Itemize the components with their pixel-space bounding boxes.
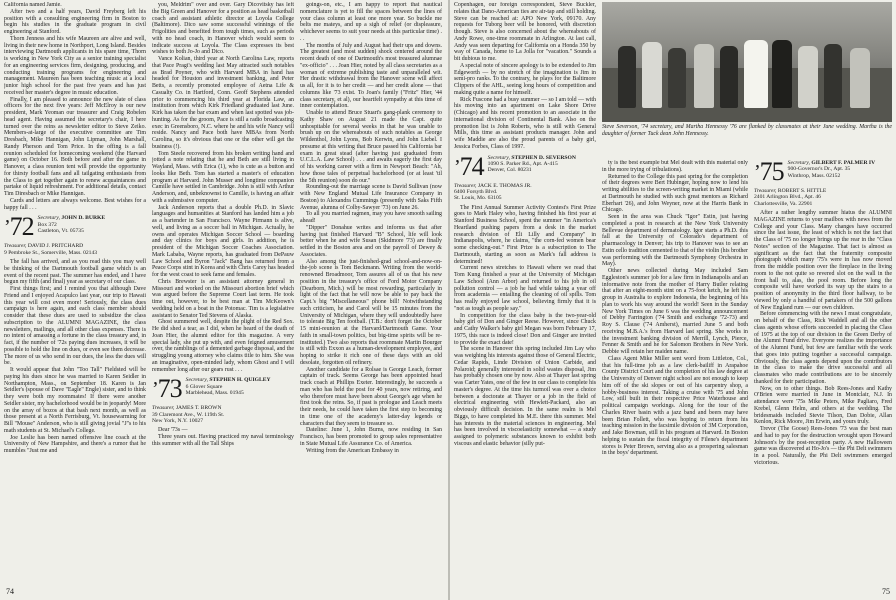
person-figure	[824, 44, 842, 108]
paragraph: Jack Anderson reports that a double Ph.D. in Slavic languages and humanities at Stanford has landed him a job as a bartender in San Francisco. Wayne Pirmann is alive, well, and living as a soccer ball in Michigan. Actually, he owns and operates Michigan Soccer School — boarding and day clinics for boys and girls. In addition, he is president of the Michigan Soccer Coaches Association. Mark Lababa, Wayne reports, has graduated from DePauw Law School and Byron "Jack" Bang has returned from a Peace Corps stint in Korea and with Chris Carey has headed for the west coast to seek fame and females.	[152, 204, 294, 278]
class-74-header	[454, 151, 596, 181]
class-75-secretary: Secretary, GILBERT F. PALMER IV 900-Governor's Dr., Apt. 35 Winthrop, Mass. 02152	[787, 160, 876, 179]
column-3	[300, 2, 442, 586]
class-74-treasurer: Treasurer, JACK E. THOMAS JR. 6400 Forsyth Blvd. St. Louis, Mo. 63105	[454, 182, 532, 202]
class-73-header	[152, 374, 294, 404]
person-figure	[850, 48, 870, 108]
paragraph: ty is the best example but Mel dealt with this material only in the more trying of tribulations).	[602, 160, 748, 173]
paragraph: A special note of sincere apology is to be extended to Jim Edgeworth — by no stretch of the imagination is Jim in semi-pro ranks. To the contrary, he plays for the Baltimore Clippers of the AHL, seeing long hours of competition and making quite a name for himself.	[454, 62, 596, 96]
class-73-secretary: Secretary, STEPHEN H. QUIGLEY 6 Glover Square Marblehead, Mass. 01945	[185, 377, 271, 397]
page-number-right: 75	[882, 587, 890, 596]
right-page	[450, 0, 896, 600]
class-74-secretary: Secretary, STEPHEN D. SEVERSON 1090 S. Parker Rd., Apt. A-415 Denver, Col. 80231	[487, 154, 576, 174]
column-1-text-b	[4, 259, 146, 455]
class-72-header	[4, 212, 146, 242]
column-5	[602, 160, 748, 586]
bride-figure	[744, 40, 768, 108]
column-4-text-b	[454, 205, 596, 448]
class-75-treasurer: Treasurer, ROBERT S. HITTLE 2401 Arlington Blvd., Apt. 46 Charlottesville, Va. 22901	[754, 188, 827, 207]
paragraph: Returned to the College this past spring for the completion of their degrees were Bert Hubinger, hoping now to lend his writing abilities to the screen-writing market in Miami (while at Dartmouth he studied with such great mentors as Richard Eberhart '26), and John Weyner, now at the Harris Bank in Chicago.	[602, 173, 748, 214]
column-2-text-b	[152, 427, 294, 447]
paragraph: Three years out. Having practiced my naval terminology this summer with all the Tall Ships	[152, 434, 294, 447]
paragraph: Copenhagen, our foreign correspondent, Steve Buckler, relates that Dano-American ties are air-tap and still holding. Steve can be reached at: APO New York, 09170. Any requests for Tuborg beer will be honored, with discretion though. Steve is also concerned about the whereabouts of Andy Rowe, one-time roommate in Arlington. At last call, Andy was seen departing for California on a Honda 350 by way of Canada, home to La Jolla for "vacation." Sounds a bit dubious to me.	[454, 2, 596, 62]
column-1	[4, 2, 146, 586]
class-75-header	[754, 160, 892, 184]
paragraph: Vance Kolian, third year at North Carolina Law, reports that Pace Pragi's wedding last May attracted such notables as Brad Poyner, who with Harvard MBA in hand has headed for Houston and investment banking, and Peter Betts, a recently promoted employee of Aetna Life & Casualty Co. in Hartford, Conn. Geoff Stephens attended prior to commencing his third year at Florida Law, an institution from which Kirk Friedland graduated last June. Kirk has taken the bar exam and when last spotted was job-hunting. As for the groom, Pace is still a radio broadcasting exec in Greensboro, N.C. where he and his wife Nancy will reside. Nancy and Pace both have MBAs from North Carolina, so it's obvious that one or the other will get the business (!).	[152, 56, 294, 150]
column-4-text-a	[454, 2, 596, 151]
paragraph: Also among the just-finished-grad school-and-now-on-the-job scene is Tom Beckmann. Writing from the world-renowned Broadmoor, Tom assures all of us that his new position in the treasury's office of Ford Motor Company (Dearborn, Mich.) will be most rewarding, particularly in light of the fact that he will now be able to pay back the Capt.'s big "Miscellaneous" phone bill! Notwithstanding such criticism, he and Carol will be 15 minutes from the University of Michigan, where they will undoubtedly have to tolerate Big Ten football. (T.B.: don't forget the October 15 mini-reunion at the Harvard/Dartmouth Game. Your faith in small-town politics, but big-time spirits will be re-instituted.) Two also reports that roommate Martin Bourger is still with Exxon as a human-development employee, and hoping to strike it rich one of these days with an old desolate, forgotten oil refinery.	[300, 258, 442, 366]
paragraph: The months of July and August had their ups and downs. The greatest (and most sudden) shock centered around the recent death of one of Dartmouth's most treasured alumnae "ex-officio" . . . Joan Hier, noted by all class secretaries as a woman of extreme publishing taste and unparalleled wit. Her drastic withdrawal from the Hanover scene will affect us all, for it is to her credit — and her credit alone — that columns like '73 exist. To Joan's family ("Fritz" Hier, '44 class secretary, et al), our heartfelt sympathy at this time of inner contemplation.	[300, 42, 442, 110]
column-5-text	[602, 160, 748, 457]
photo-caption: Steve Severson, '74 secretary, and Martha Hennessy '76 are flanked by classmates at their June wedding. Martha is the daughter of former Tuck dean John Hennessy.	[602, 124, 892, 137]
paragraph: Joe Leslie has been named offensive line coach at the University of New Hampshire, and there's a rumor that he mumbles "Just me and	[4, 434, 146, 455]
paragraph: Another candidate for a Rolsae is George Leach, former captain of track. Seems George has been appointed head track coach at Phillips Exeter. Interestingly, he succeeds a man who has held the post for 40 years, now retiring, and who therefore must have been about George's age when he first took the reins. So, if past is prologue and Leach meets their needs, he could have taken the first step to becoming in time one of the academy's latter-day legends or characters that they seem to treasure so.	[300, 366, 442, 427]
class-75-year: ’75	[754, 160, 784, 186]
paragraph: goings-on, etc., I am happy to report that nautical nomenclature is yet to fill the spaces between the lines of your class column at least one more year. So buckle me belts me mateys, and up a sigh of relief (or displeasure, whichever seems to suit your needs at this particular time) . . .	[300, 2, 442, 42]
paragraph: To all you married ragmen, may you have smooth sailing ahead!	[300, 211, 442, 224]
person-figure	[694, 44, 714, 108]
paragraph: Seen in the area was Chuck "Igor" Estin, just having completed a post in research at the New York University Bellevue department of dermatology. Igor starts a Ph.D. this fall at the University of Colorado's department of pharmacology in Denver; his trip to Hanover was to see an Estin cello tradition cemented to that of the violin (his brother was performing with the Dartmouth Symphony Orchestra in May).	[602, 214, 748, 268]
paragraph: "Dipper" Donahue writes and informs us that after having just finished Harvard "B" School, life will look better when he and wife Susan (Skidmore '73) are finally settled in the Boston area and on the payroll of Dewey & Associates.	[300, 224, 442, 258]
paragraph: Class Agent Mike Miller sent word from Littleton, Col., that his full-time job as a law clerk-bailiff in Arapahoe County District Court and the completion of his law degree at the University of Denver night school are not enough to keep him off of the ski slopes or out of his carpentry shop, a hobby-business interest. Taking a cruise with '75 and John Low, still built in their respective Price Waterhouse and political campaign workings. Along for the tour of the Charles River basin with a jazz band and beers may have been Brian Follett, who was hoping to return from his teaching mission in the facsimile division of 3M Corporation, and Jake Bowman, still in his program at Harvard. In Boston helping to sustain the fiscal integrity of Filene's department stores is Peter Brown, serving also as a prospering salesman in the boys' department.	[602, 355, 748, 457]
paragraph: Writing from the American Embassy in	[306, 447, 399, 454]
person-figure	[642, 42, 662, 108]
paragraph: First things first; and I remind you that although Dave Friend and I enjoyed Acapulco last year, our trip to Hawaii this year will cost even more! Seriously, the class dues campaign is here again, and each class member should consider that these dues are used to subsidize the class subscription to the ALUMNI MAGAZINE, the class newsletters, mailings, and all other class expenses. There is no intent of amassing a fortune in the class treasury and, in fact, if the number of '72s paying dues increases, it will be possible to hold the line on dues, or even see them decrease. The more of us who send in our dues, the less the dues will be.	[4, 286, 146, 367]
wedding-photo	[602, 2, 892, 122]
paragraph: Other news collected during May included Sam Eggleston's summer job for a law firm in Indianapolis and an informative note from the mother of Harry Butler relating that after an eight-month stint on a 75-foot ketch, he left his group in Australia to explore Indonesia, the beginning of his plan to work his way around the world! Seen in the Sunday New York Times on June 6 was the wedding announcement of Debby Farrington ('74 Smith and exchange '72-73) and Roy S. Clause ('74 Amherst), married June 5 and both receiving M.B.A.'s from Harvard last spring. She works in the investment banking division of Merrill, Lynch, Pierce, Fenner & Smith and he for Salomon Brothers in New York. Debbie will retain her maiden name.	[602, 268, 748, 355]
column-3-text	[300, 2, 442, 454]
class-74-year: ’74	[454, 151, 484, 181]
paragraph: Rick Fuscone had a busy summer — so I am told — with his moving into an apartment on Lake Shore Drive (Chicago) and his recent promotion to an associate in the international division of Continental Bank. Also on the promotion list is John Roberts, who is still with General Mills, this time as assistant products manager. John and wife Maddie are also the proud parents of a baby girl, Jessica Forbes, Class of 1997.	[454, 96, 596, 150]
paragraph: Tom Steele recovered from his broken writing hand and jotted a note relating that he and Beth are still living in Wayland, Mass. with Erica (1), who is cute as a button and looks like Beth. Tom has started a master's of education program at Harvard. John Musser and longtime companion Camille have settled in Cambridge. John is still with Arthur Anderson, and, unbeknownst to Camille, is having an affair with a submissive computer.	[152, 150, 294, 204]
column-1-text-a	[4, 2, 146, 211]
paragraph: Current news stretches to Hawaii where we read that Tom Kung finished a year at the University of Michigan Law School (Ann Arbor) and returned to his job in oil pollution control — a job he had while taking a year off from academia — entailing the cleaning of oil spills. Tom has really enjoyed law school, believing firmly that it is "not as tough as people say."	[454, 265, 596, 312]
paragraph: Trevor (The Goose) Rees-Jones '73 was the best man and had to pay for the destruction wrought upon Howard Johnson's by the post-reception party. A new Halloween game was discovered at Ho-Jo's — the Phi Delt swimmers in a pool. Naturally, the Phi Delt swimmers emerged victorious.	[754, 426, 892, 466]
paragraph: The First Annual Summer Activity Contest's First Prize goes to Mark Haley who, having finished his first year at Stanford Business School, spent the summer "in America's Heartland pushing papers from a desk in the market research division of Eli Lilly and Company" in Indianapolis, where, he claims, "the corn-fed women bear some checking-out." First Prize is a subscription to The Dartmouth, starting as soon as Mark's fall address is determined!	[454, 204, 596, 265]
paragraph: Thorn Jenness and his wife Maureen are alive and well, living in their new home in Northport, Long Island. Besides interviewing Dartmouth applicants in his spare time, Thorn is working in New York City as a senior training specialist for an engineering services firm, designing, producing, and conducting training programs for engineering and management. Maureen has been teaching music at a local junior high school for the past five years and has just received her master's degree in music education.	[4, 35, 146, 96]
person-figure	[798, 46, 818, 108]
column-6-text	[754, 210, 892, 467]
column-4	[454, 2, 596, 586]
person-figure	[618, 46, 636, 108]
paragraph: The fall has arrived, and as you read this you may well be thinking of the Dartmouth football game which is an event of the recent past. The summer has ended, and I have begun my fifth (and final) year as secretary of our class.	[4, 259, 146, 286]
paragraph: Finally, I am pleased to announce the new slate of class officers for the next five years: Jeff McElroy is our new president, Mark Yeoman our treasurer and Craig Robelen head agent. Having assumed the secretary's chair, I here turned over the reins as newsletter editor to Steve Zeiko. Members-at-large of the executive committee are Tim Dresbach, Mike Hannigan, John Lipman, John Marshall, Randy Pherson and Tom Price. In the offing is a fall reunion scheduled for homecoming weekend (the Harvard game) on October 16. Both before and after the game in Hanover, a class reunion tent will provide the opportunity for thirsty football fans and all tailgating enthusiasts from the Class to get together again to renew acquaintances and partake of liquid refreshment. For additional details, contact Tim Diresbach or Mike Hannigan.	[4, 96, 146, 197]
class-73-year: ’73	[152, 374, 182, 404]
paragraph: Now, on to other things. Bob Rees-Jones and Kathy O'Brien were married in June in Montclair, N.J. In attendance were '75s Mike Peters, Mike Pagliaro, Fred Krebel, Glenn Helm, and others at the wedding. The bridesmaids included Stevie Tilson, Dan Dobie, Allan Kenlon, Rick Moore, Jim Erwin, and yours truly.	[754, 385, 892, 426]
class-72-treasurer: Treasurer, DAVID J. PRITCHARD 9 Pembroke St., Somerville, Mass. 02143	[4, 243, 98, 256]
page-number-left: 74	[6, 587, 14, 596]
person-figure	[720, 46, 738, 108]
class-72-secretary: Secretary, JOHN D. BURKE Box 372 Castleton, Vt. 05735	[37, 215, 106, 235]
paragraph: Rounding-out the marriage scene is David Sullivan (now with New England Mutual Life Insurance Company in Boston) to Alexandra Cummings (presently with Saks Fifth Avenue, alumna of Colby-Sawyer '73) on June 26.	[300, 184, 442, 211]
groom-figure	[772, 40, 792, 108]
column-6	[754, 160, 892, 586]
person-figure	[668, 48, 686, 108]
column-2	[152, 2, 294, 586]
paragraph: Ghost summered well, despite the plight of the Red Sox. He did shed a tear, as I did, when he heard of the death of Joan Hier, the alumni editor for this magazine. A very special lady, she put up with, and even feigned amusement over, the ramblings of a demented garbage disposal, and the struggling young attorney who claims title to him. She was an imaginative, open-minded lady, whom Ghost and I will remember long after our gears rust . . .	[152, 319, 294, 373]
paragraph: Unable to attend Bruce Stuart's gang-plank ceremony to Kathy Shaw on August 21 made the Capt. quite unhospitable for several weeks in that he was unable to brush up on the whereabouts of such notables as George Wildenthol, John Lyons, Bob Kerwin, and John Liebel. I presume at this writing that Bruce passed his California bar exam in great stead (after having just graduated from U.C.L.A. Law School) . . . and awaits eagerly the first day of his working career with a firm in Newport Beach: "Ah, how those tales of perpetual bachelorhood (or at least 'til the 5th reunion) soon do our."	[300, 110, 442, 184]
paragraph: The scene in Hanover this spring included Jim Lay who was weighing his interests against those of General Electric, Cedar Rapids, Linde Division of Union Carbide, and Polaroid; generally interested in solid wastes disposal, Jim has probably chosen one by now. Also at Thayer last spring was Carter Yates, one of the few in our class to complete his master's degree. At the time his turmoil was over a choice between a doctorate at Thayer or a job in the field of electrical engineering with Hewlett-Packard, also an obviously difficult decision. In the same realm is Mel Biggs, to have completed his M.E. there this summer. Mel has interests in the material sciences in engineering. Mel has been involved in viscoelasticity somewhat — a study assigned to polymeric substances known to exhibit both viscous and elastic behavior (silly put-	[454, 346, 596, 447]
column-2-text-a	[152, 2, 294, 373]
class-73-treasurer: Treasurer, JAMES T. BROWN 39 Claremont Ave., W. 119th St. New York, N.Y. 10027	[152, 405, 225, 425]
paragraph: After a rather lengthy summer hiatus the ALUMNI MAGAZINE returns to your mailbox with news from the College and your Class. Many changes have occurred since the last issue, the least of which is not the fact that the Class of '75 no longer brings up the rear in the "Class Notes" section of the Magazine. That fact is almost as significant as the fact that the fraternity composite photograph which many '75's were in has now moved from the middle position over the fireplace in the living room to the not quite so revered slot on the wall in the front hall to, alas, the pool room. Before long the composite will have worked its way up the stairs to a position of anonymity in the third floor hallway, to be viewed by only a handful of partakers of the 500 gallons of New England rum — our own children.	[754, 210, 892, 311]
class-72-year: ’72	[4, 212, 34, 242]
paragraph: Dear '73s —	[158, 427, 188, 434]
paragraph: After two and a half years, David Freyberg left his position with a consulting engineering firm in Boston to begin his studies in the graduate program in civil engineering at Stanford.	[4, 8, 146, 35]
paragraph: Cards and letters are always welcome. Best wishes for a happy fall . . .	[4, 197, 146, 211]
paragraph: you, Meldrim" over and over. Gary Dicovitsky has left the Big Green and Hanover for a position as head basketball coach and assistant athletic director at Loyola College (Baltimore). Dico saw some successful winnings of the Frigolities and benefited from tough times, such as periods with no head coach, in Hanover which would seem to indicate success at Loyola. The Class expresses its best wishes to both Jo-Jo and Dico.	[152, 2, 294, 56]
paragraph: California named Jamie.	[4, 2, 62, 8]
paragraph: It would appear that John "Too Tall" Fieldsted will be paying his dues since he was married to Karen Seidler in Northampton, Mass., on September 18. Karen is Jan Seidler's (spouse of Dave "Eagle" Engle) sister, and to think they were both my roommates! If there were another Seidler sister, my bachelorhood would be in jeopardy! More on the array of bozos at that bash next month, as well as those present at a North Ferrisburg, Vt. housewarming for Bill "Mouse" Anderson, who is still giving jovial "J"s to his math students at St. Michael's College.	[4, 367, 146, 434]
paragraph: Before commencing with the news I must congratulate, on behalf of the Class, Rick Waddell and all the other class agents whose efforts succeeded in placing the Class of 1975 at the top of our division in the Green Derby of the Alumni Fund drive. Everyone realizes the importance of the Alumni Fund, but few are familiar with the work that goes into putting together a successful campaign. Obviously, the class agents depend upon the contributors in the class to make the drive successful and all classmates who made contributions are to be sincerely thanked for their participation.	[754, 311, 892, 385]
paragraph: Chris Brewster is an assistant attorney general in Missouri and worked on the Missouri abortion brief which was argued before the Supreme Court last term. He took time out, however, to be best man at Tim McKeown's wedding held on a boat in the Potomac. Tim is a legislative assistant to Senator Ted Stevens of Alaska.	[152, 278, 294, 319]
paragraph: In competition for the class baby is the two-year-old baby girl of Don and Ginger Reese. However, since Chuck and Cathy Walker's baby girl Megan was born February 17, 1975, this race is indeed close! Don and Ginger are invited to provide the exact date!	[454, 312, 596, 346]
paragraph: Dateline: June 1, John Burns, now residing in San Francisco, has been promoted to group sales representative in State Mutual Life Assurance Co. of America.	[300, 427, 442, 447]
